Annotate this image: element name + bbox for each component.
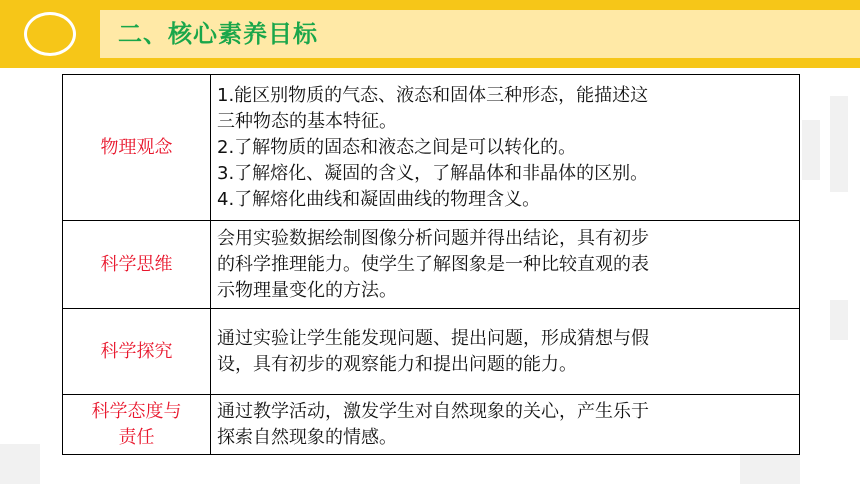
description-line: 通过实验让学生能发现问题、提出问题，形成猜想与假 <box>217 327 649 349</box>
background-decoration <box>0 444 40 484</box>
table-row <box>63 309 800 395</box>
table-row <box>63 395 800 455</box>
description-attitude-responsibility <box>211 395 800 455</box>
description-scientific-inquiry <box>211 309 800 395</box>
description-line: 1.能区别物质的气态、液态和固体三种形态，能描述这 <box>217 84 649 106</box>
description-line: 4.了解熔化曲线和凝固曲线的物理含义。 <box>217 188 541 210</box>
category-attitude-responsibility <box>63 395 211 455</box>
description-line: 设，具有初步的观察能力和提出问题的能力。 <box>217 353 577 375</box>
description-line: 2.了解物质的固态和液态之间是可以转化的。 <box>217 136 577 158</box>
table-row <box>63 75 800 221</box>
description-line: 三种物态的基本特征。 <box>217 110 397 132</box>
description-line: 通过教学活动，激发学生对自然现象的关心，产生乐于 <box>217 400 649 422</box>
table-row <box>63 221 800 309</box>
category-scientific-thinking: 科学思维 <box>63 221 211 309</box>
goals-table <box>62 74 800 455</box>
background-decoration <box>830 300 848 340</box>
page-title: 二、核心素养目标 <box>118 20 318 48</box>
description-line: 会用实验数据绘制图像分析问题并得出结论，具有初步 <box>217 227 649 249</box>
background-decoration <box>802 120 820 180</box>
category-scientific-inquiry: 科学探究 <box>63 309 211 395</box>
background-decoration <box>830 96 848 192</box>
category-line: 科学态度与 <box>91 400 182 422</box>
circle-icon <box>24 12 76 56</box>
description-scientific-thinking <box>211 221 800 309</box>
description-line: 的科学推理能力。使学生了解图象是一种比较直观的表 <box>217 253 649 275</box>
description-line: 示物理量变化的方法。 <box>217 279 397 301</box>
category-line: 责任 <box>118 426 155 448</box>
description-physics-concept <box>211 75 800 221</box>
category-physics-concept: 物理观念 <box>63 75 211 221</box>
description-line: 探索自然现象的情感。 <box>217 426 397 448</box>
description-line: 3.了解熔化、凝固的含义，了解晶体和非晶体的区别。 <box>217 162 649 184</box>
